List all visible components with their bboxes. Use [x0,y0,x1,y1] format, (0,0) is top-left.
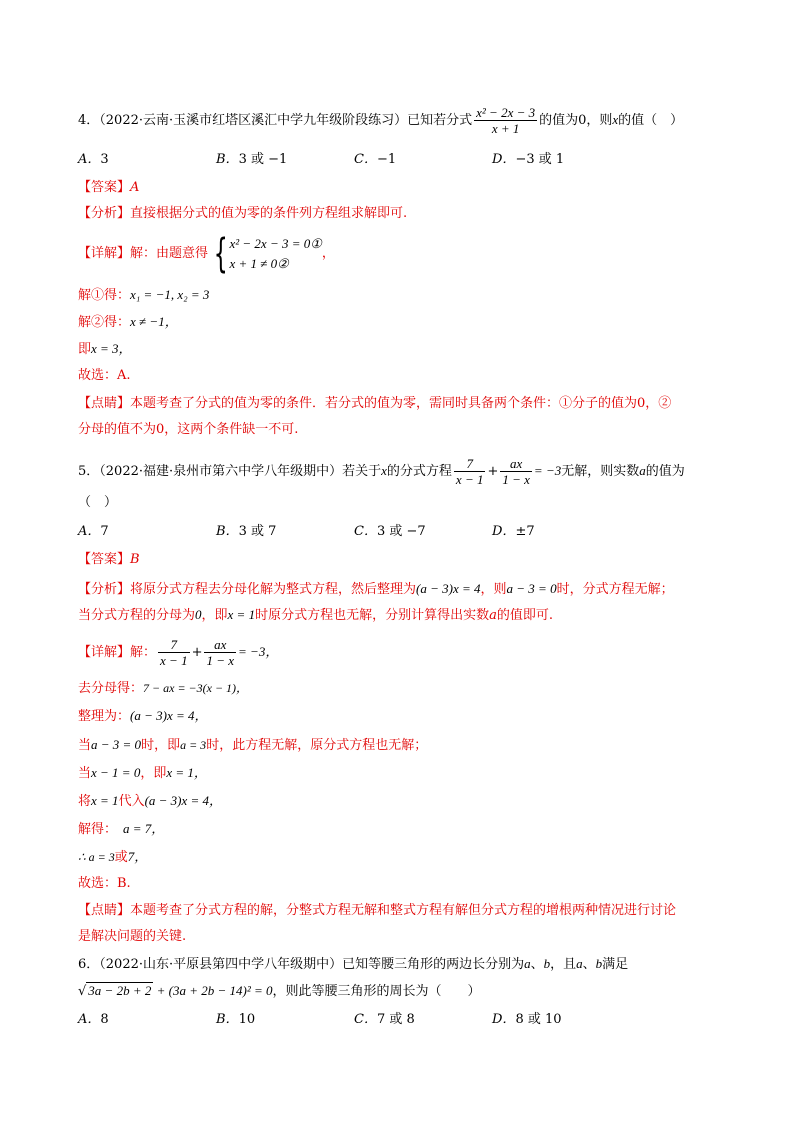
q5-step-6: 解得： a = 7， [78,821,165,837]
q5-stem: 5．（2022·福建·泉州市第六中学八年级期中）若关于x的分式方程 $\frac{7}{x - 1}$ + $\frac{ax}{1 - x}$ = −3无解，则实数a的值为 [78,456,685,487]
left-brace: { [213,230,228,277]
sqrt-icon: √ [78,984,87,999]
q6-stem-line1: 6．（2022·山东·平原县第四中学八年级期中）已知等腰三角形的两边长分别为a、b，且a、b满足 [78,956,629,972]
q4-step-1: 解①得：x₁ = −1, x₂ = 3 [78,287,210,303]
q6-option-b[interactable]: B．10 [216,1012,256,1027]
q5-option-b[interactable]: B．3 或 7 [216,524,277,539]
q5-analysis-line1: 【分析】将原分式方程去分母化解为整式方程，然后整理为(a − 3)x = 4，则a − 3 = 0时，分式方程无解； [78,581,674,597]
equation-system: x² − 2x − 3 = 0① x + 1 ≠ 0② [229,235,322,271]
q4-step-4: 故选：A. [78,368,131,383]
q5-step-7: ∴ a = 3或7， [78,849,148,865]
q4-analysis: 【分析】直接根据分式的值为零的条件列方程组求解即可. [78,206,408,221]
q5-detail-fraction-2: $\frac{ax}{1 - x}$ [206,637,235,668]
q4-answer: 【答案】A [78,180,140,195]
q4-comment-line1: 【点睛】本题考查了分式的值为零的条件．若分式的值为零，需同时具备两个条件：①分子的值为0，② [78,396,672,411]
q4-fraction: $\frac{\text{x² − 2x − 3}}{x + 1}$ [476,105,536,136]
q5-option-c[interactable]: C．3 或 −7 [354,524,426,539]
q5-step-5: 将x = 1代入(a − 3)x = 4， [78,793,223,809]
q5-comment-line2: 是解决问题的关键. [78,929,187,944]
q5-comment-line1: 【点睛】本题考查了分式方程的解，分整式方程无解和整式方程有解但分式方程的增根两种情况进行讨论 [78,903,677,918]
q5-step-8: 故选：B. [78,876,131,891]
q4-stem: 4．（2022·云南·玉溪市红塔区溪汇中学九年级阶段练习）已知若分式 $\frac{\text{x² − 2x − 3}}{x + 1}$ 的值为0，则x的值（ ） [78,105,684,136]
q4-option-a[interactable]: A．3 [78,152,109,167]
q6-option-c[interactable]: C．7 或 8 [354,1012,415,1027]
q4-step-2: 解②得：x ≠ −1， [78,314,178,330]
q6-stem-line2: √ 3a − 2b + 2 + (3a + 2b − 14)² = 0，则此等腰三角形的周长为（ ） [78,983,481,999]
q5-option-a[interactable]: A．7 [78,524,109,539]
q4-comment-line2: 分母的值不为0，这两个条件缺一不可. [78,422,299,437]
q6-option-d[interactable]: D．8 或 10 [492,1012,562,1027]
q4-option-c[interactable]: C．−1 [354,152,397,167]
q5-fraction-2: $\frac{ax}{1 - x}$ [502,456,530,487]
q5-detail-fraction-1: $\frac{7}{x - 1}$ [160,637,188,668]
q5-option-d[interactable]: D．±7 [492,524,535,539]
q5-stem-line2: （ ） [78,495,118,510]
q6-option-a[interactable]: A．8 [78,1012,109,1027]
q5-fraction-1: $\frac{7}{x - 1}$ [455,456,484,487]
q4-option-b[interactable]: B．3 或 −1 [216,152,288,167]
q5-analysis-line2: 当分式方程的分母为0，即x = 1时原分式方程也无解，分别计算得出实数a的值即可. [78,607,553,623]
q4-detail: 【详解】解：由题意得 { x² − 2x − 3 = 0① x + 1 ≠ 0② ， [78,230,335,277]
q4-option-d[interactable]: D．−3 或 1 [492,152,565,167]
q5-step-4: 当x − 1 = 0，即x = 1， [78,765,207,781]
q5-answer: 【答案】B [78,552,140,567]
q5-step-3: 当a − 3 = 0时，即a = 3时，此方程无解，原分式方程也无解； [78,737,428,753]
q4-step-3: 即x = 3， [78,341,132,357]
q5-step-2: 整理为：(a − 3)x = 4， [78,708,208,724]
q5-detail: 【详解】解： $\frac{7}{x - 1}$ + $\frac{ax}{1 - x}$ = −3， [78,637,279,668]
q5-step-1: 去分母得：7 − ax = −3(x − 1)， [78,681,249,696]
